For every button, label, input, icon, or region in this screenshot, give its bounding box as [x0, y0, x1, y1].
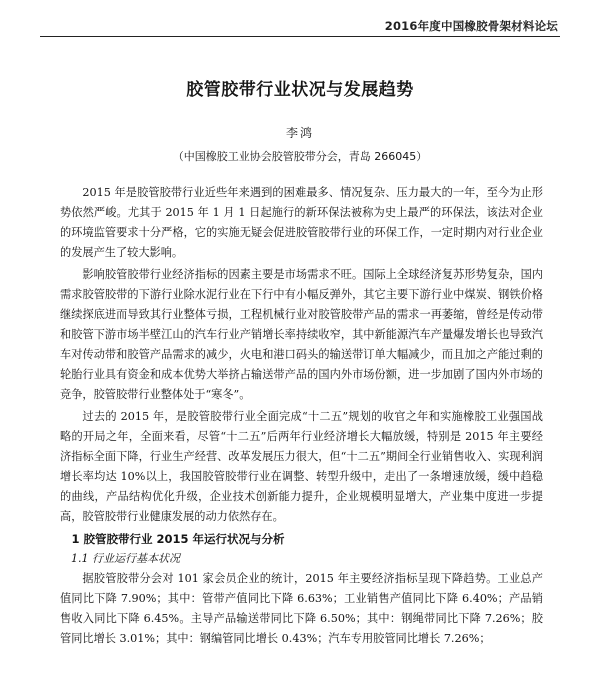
body-paragraph: 影响胶管胶带行业经济指标的因素主要是市场需求不旺。国际上全球经济复苏形势复杂，国内需求胶管胶带的下游行业除水泥行业在下行中有小幅反弹外，其它主要下游行业中煤炭、钢铁价格继续探底进而导致其行业整体亏损，工程机械行业对胶管胶带产品的需求一再萎缩，曾经是传动带和胶管下游市场半壁江山的汽车行业产销增长率持续收窄，其中新能源汽车产量爆发增长也导致汽车对传动带和胶管产品需求的减少，火电和港口码头的输送带订单大幅减少，而且加之产能过剩的轮胎行业具有资金和成本优势大举挤占输送带产品的国内外市场份额，进一步加剧了国内外市场的竞争，胶管胶带行业整体处于“寒冬”。 [60, 268, 543, 401]
article-affiliation: （中国橡胶工业协会胶管胶带分会，青岛 266045） [172, 150, 428, 163]
article-title: 胶管胶带行业状况与发展趋势 [186, 80, 414, 100]
article-author: 李鸿 [285, 126, 314, 140]
article-body [60, 183, 543, 651]
body-paragraph: 过去的 2015 年，是胶管胶带行业全面完成“十二五”规划的收官之年和实施橡胶工业强国战略的开局之年，全面来看，尽管“十二五”后两年行业经济增长大幅放缓，特别是 2015 年主要经济指标全面下降，行业生产经营、改革发展压力很大，但“十二五”期间全行业销售收入、实现利润增长率均达 10%以上，我国胶管胶带行业在调整、转型升级中，走出了一条增速放缓，缓中趋稳的曲线，产品结构优化升级，企业技术创新能力提升，企业规模明显增大，产业集中度进一步提高，胶管胶带行业健康发展的动力依然存在。 [60, 410, 543, 523]
header-rule [40, 36, 560, 37]
body-paragraph: 2015 年是胶管胶带行业近些年来遇到的困难最多、情况复杂、压力最大的一年，至今为止形势依然严峻。尤其于 2015 年 1 月 1 日起施行的新环保法被称为史上最严的环保法，该法对企业的环境监管要求十分严格，它的实施无疑会促进胶管胶带行业的环保工作，一定时期内对行业企业的发展产生了较大影响。 [60, 186, 543, 259]
subsection-heading: 1.1 行业运行基本状况 [71, 552, 180, 565]
running-header: 2016年度中国橡胶骨架材料论坛 [384, 19, 558, 33]
body-paragraph: 据胶管胶带分会对 101 家会员企业的统计，2015 年主要经济指标呈现下降趋势。工业总产值同比下降 7.90%；其中：管带产值同比下降 6.63%；工业销售产值同比下降 6.40%；产品销售收入同比下降 6.45%。主导产品输送带同比下降 6.50%；其中：钢绳带同比下降 7.26%；胶管同比增长 3.01%；其中：钢编管同比增长 0.43%；汽车专用胶管同比增长 7.26%； [60, 572, 543, 645]
section-heading: 1 胶管胶带行业 2015 年运行状况与分析 [71, 532, 285, 546]
